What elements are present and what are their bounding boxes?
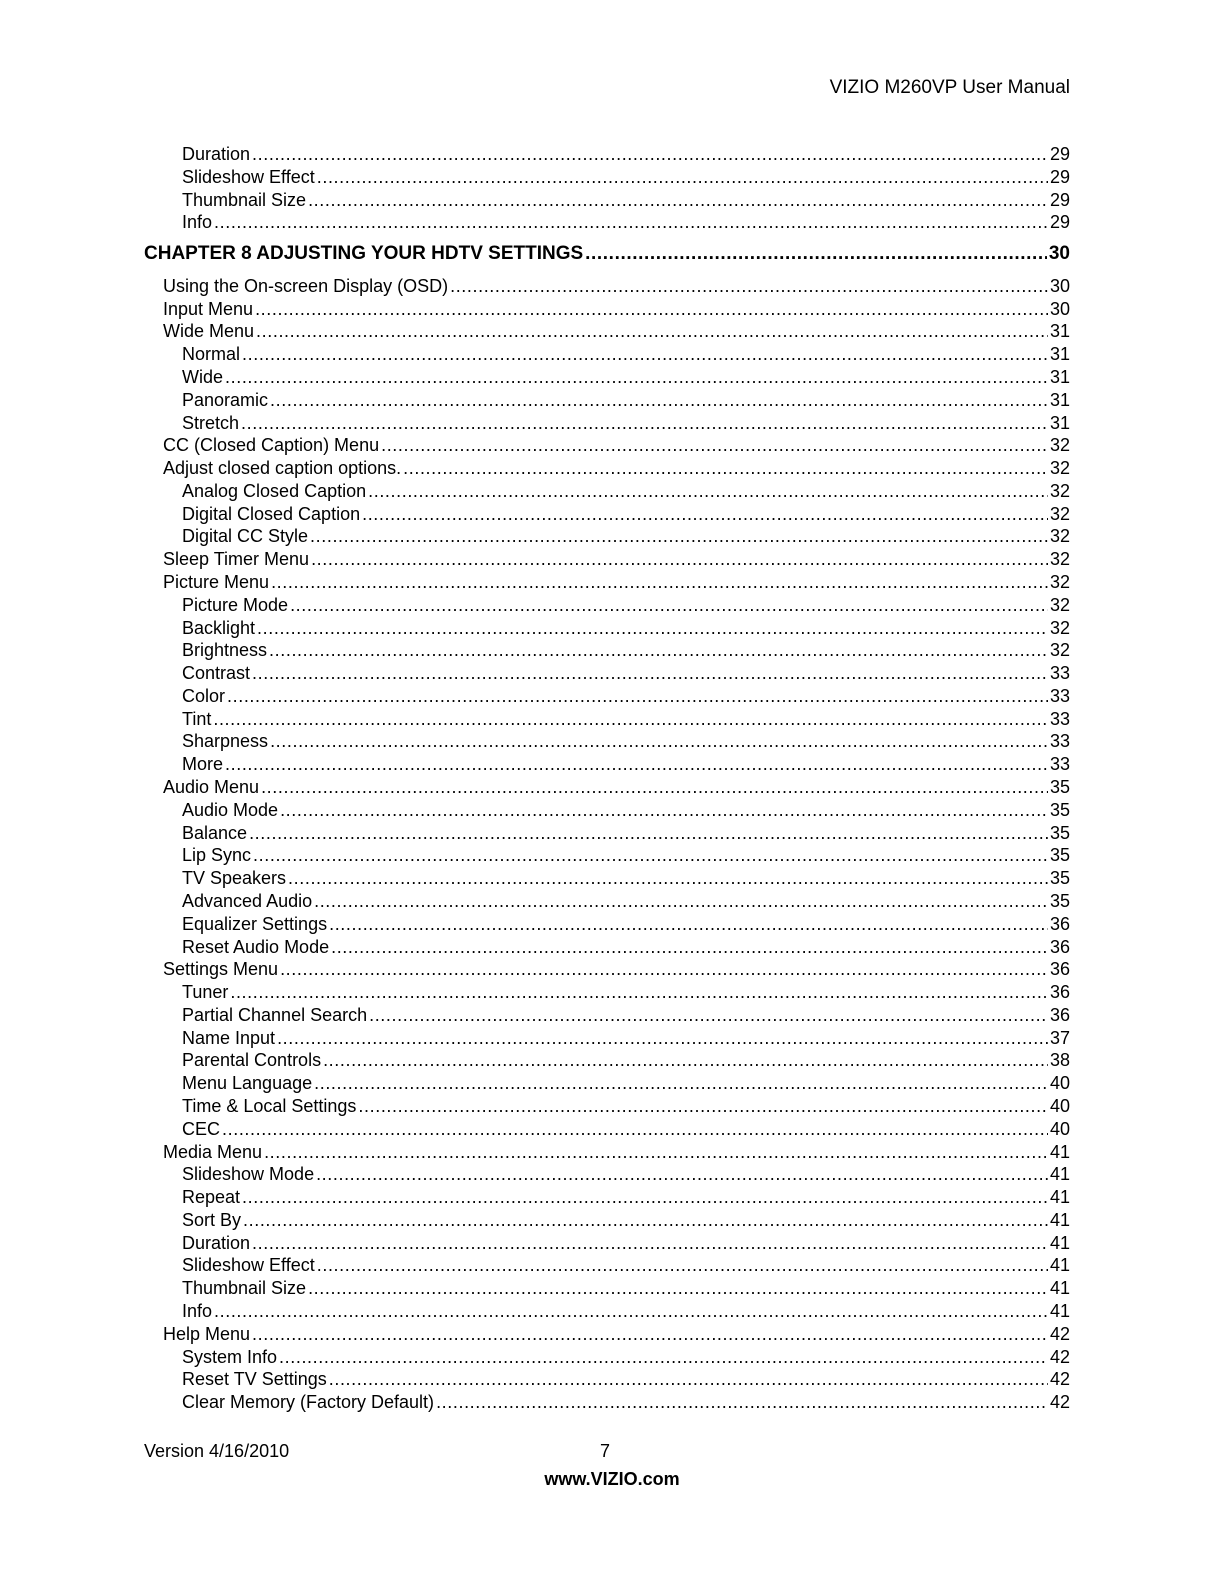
- toc-dot-leader: [243, 1210, 1048, 1231]
- toc-entry-page: 35: [1049, 800, 1070, 820]
- toc-entry-page: 35: [1049, 868, 1070, 888]
- toc-entry-label: Picture Menu: [163, 572, 270, 592]
- toc-dot-leader: [252, 144, 1048, 165]
- toc-dot-leader: [280, 800, 1048, 821]
- toc-entry: [163, 570, 1070, 593]
- toc-entry-label: Clear Memory (Factory Default): [182, 1392, 435, 1412]
- toc-entry: [182, 821, 1070, 844]
- toc-entry-label: Sleep Timer Menu: [163, 549, 310, 569]
- toc-entry-label: CEC: [182, 1119, 221, 1139]
- toc-entry-label: Thumbnail Size: [182, 1278, 307, 1298]
- toc-dot-leader: [230, 982, 1048, 1003]
- toc-entry-label: Parental Controls: [182, 1050, 322, 1070]
- toc-entry-page: 29: [1049, 144, 1070, 164]
- toc-entry-page: 31: [1049, 413, 1070, 433]
- toc-entry-label: Contrast: [182, 663, 251, 683]
- toc-entry: [182, 866, 1070, 889]
- toc-entry-label: Audio Mode: [182, 800, 279, 820]
- toc-dot-leader: [317, 167, 1048, 188]
- toc-entry-label: Panoramic: [182, 390, 269, 410]
- toc-dot-leader: [280, 959, 1048, 980]
- toc-entry: [182, 843, 1070, 866]
- toc-entry: [182, 1162, 1070, 1185]
- toc-entry-page: 40: [1049, 1073, 1070, 1093]
- footer-version: Version 4/16/2010: [144, 1441, 290, 1461]
- toc-entry-page: 33: [1049, 686, 1070, 706]
- toc-entry: [182, 524, 1070, 547]
- toc-entry-page: 36: [1049, 937, 1070, 957]
- toc-dot-leader: [308, 190, 1048, 211]
- toc-entry-page: 41: [1049, 1233, 1070, 1253]
- toc-entry: [182, 889, 1070, 912]
- toc-entry-label: Slideshow Mode: [182, 1164, 315, 1184]
- toc-entry-label: TV Speakers: [182, 868, 287, 888]
- toc-dot-leader: [314, 1073, 1048, 1094]
- toc-dot-leader: [270, 390, 1048, 411]
- toc-entry-label: Slideshow Effect: [182, 1255, 315, 1275]
- toc-entry: [182, 798, 1070, 821]
- toc-entry-label: CC (Closed Caption) Menu: [163, 435, 380, 455]
- toc-entry-label: Lip Sync: [182, 845, 252, 865]
- toc-entry-page: 32: [1049, 481, 1070, 501]
- toc-dot-leader: [242, 1187, 1048, 1208]
- toc-entry: [182, 616, 1070, 639]
- toc-dot-leader: [316, 1164, 1048, 1185]
- toc-dot-leader: [288, 868, 1048, 889]
- toc-dot-leader: [331, 937, 1048, 958]
- toc-entry-label: Input Menu: [163, 299, 254, 319]
- toc-dot-leader: [269, 640, 1048, 661]
- toc-entry-page: 38: [1049, 1050, 1070, 1070]
- toc-entry: [163, 456, 1070, 479]
- toc-dot-leader: [358, 1096, 1048, 1117]
- toc-entry-page: 36: [1049, 959, 1070, 979]
- toc-entry-page: 30: [1048, 243, 1070, 264]
- toc-dot-leader: [369, 1005, 1048, 1026]
- toc-entry: [182, 1345, 1070, 1368]
- toc-dot-leader: [252, 663, 1048, 684]
- toc-entry-label: Repeat: [182, 1187, 241, 1207]
- toc-entry-label: Digital CC Style: [182, 526, 309, 546]
- toc-entry: [182, 1253, 1070, 1276]
- toc-entry: [182, 1003, 1070, 1026]
- toc-entry: [163, 319, 1070, 342]
- toc-entry-page: 32: [1049, 572, 1070, 592]
- toc-entry-page: 40: [1049, 1096, 1070, 1116]
- toc-entry-label: Duration: [182, 144, 251, 164]
- toc-entry: [182, 1048, 1070, 1071]
- toc-entry: [182, 1276, 1070, 1299]
- toc-entry-label: Sort By: [182, 1210, 242, 1230]
- toc-entry: [182, 1208, 1070, 1231]
- toc-entry: [182, 342, 1070, 365]
- toc-entry: [182, 638, 1070, 661]
- toc-dot-leader: [214, 1301, 1048, 1322]
- toc-entry-page: 33: [1049, 731, 1070, 751]
- toc-dot-leader: [308, 1278, 1048, 1299]
- toc-entry-page: 42: [1049, 1324, 1070, 1344]
- toc-entry-page: 41: [1049, 1142, 1070, 1162]
- toc-entry-label: Thumbnail Size: [182, 190, 307, 210]
- toc-entry-label: Picture Mode: [182, 595, 289, 615]
- toc-entry-label: System Info: [182, 1347, 278, 1367]
- toc-entry: [182, 210, 1070, 233]
- toc-dot-leader: [450, 276, 1048, 297]
- toc-entry-page: 41: [1049, 1255, 1070, 1275]
- toc-entry-label: Tint: [182, 709, 212, 729]
- toc-dot-leader: [214, 212, 1048, 233]
- toc-entry: [163, 957, 1070, 980]
- toc-dot-leader: [381, 435, 1048, 456]
- toc-dot-leader: [270, 731, 1048, 752]
- toc-dot-leader: [252, 1324, 1048, 1345]
- toc-entry-label: Media Menu: [163, 1142, 263, 1162]
- toc-dot-leader: [585, 243, 1047, 264]
- toc-entry-page: 31: [1049, 344, 1070, 364]
- toc-dot-leader: [252, 1233, 1048, 1254]
- toc-dot-leader: [271, 572, 1048, 593]
- toc-dot-leader: [436, 1392, 1048, 1413]
- toc-entry-label: Reset Audio Mode: [182, 937, 330, 957]
- toc-entry-page: 32: [1049, 526, 1070, 546]
- toc-entry: [182, 1117, 1070, 1140]
- toc-entry-page: 35: [1049, 845, 1070, 865]
- toc-entry-page: 36: [1049, 1005, 1070, 1025]
- toc-entry: [163, 547, 1070, 570]
- toc-entry-page: 41: [1049, 1187, 1070, 1207]
- toc-entry-page: 32: [1049, 458, 1070, 478]
- toc-entry-label: Info: [182, 212, 213, 232]
- toc-entry-page: 32: [1049, 504, 1070, 524]
- toc-dot-leader: [290, 595, 1048, 616]
- toc-entry-page: 36: [1049, 982, 1070, 1002]
- toc-entry: [182, 411, 1070, 434]
- toc-entry-page: 31: [1049, 367, 1070, 387]
- toc-entry: [182, 1071, 1070, 1094]
- toc-entry-page: 32: [1049, 618, 1070, 638]
- toc-entry-page: 31: [1049, 390, 1070, 410]
- toc-entry-label: More: [182, 754, 224, 774]
- toc-entry-label: Wide: [182, 367, 224, 387]
- toc-entry-page: 41: [1049, 1210, 1070, 1230]
- toc-entry-page: 32: [1049, 595, 1070, 615]
- toc-entry-page: 35: [1049, 891, 1070, 911]
- toc-entry-page: 42: [1049, 1347, 1070, 1367]
- toc-entry: [182, 1367, 1070, 1390]
- toc-dot-leader: [311, 549, 1048, 570]
- toc-entry: [163, 1322, 1070, 1345]
- toc-entry: [182, 479, 1070, 502]
- toc-dot-leader: [317, 1255, 1048, 1276]
- toc-entry-page: 41: [1049, 1164, 1070, 1184]
- toc-entry: [182, 935, 1070, 958]
- toc-entry-label: Stretch: [182, 413, 240, 433]
- toc-entry: [182, 1185, 1070, 1208]
- toc-entry-label: Analog Closed Caption: [182, 481, 367, 501]
- toc-dot-leader: [222, 1119, 1048, 1140]
- toc-dot-leader: [227, 686, 1048, 707]
- toc-chapter-entry: [144, 241, 1070, 264]
- toc-entry: [163, 1140, 1070, 1163]
- toc-entry: [182, 912, 1070, 935]
- toc-dot-leader: [255, 299, 1048, 320]
- toc-entry: [163, 274, 1070, 297]
- toc-entry-page: 42: [1049, 1392, 1070, 1412]
- toc-entry: [182, 707, 1070, 730]
- toc-entry-label: Equalizer Settings: [182, 914, 328, 934]
- toc-entry-label: Sharpness: [182, 731, 269, 751]
- toc-entry-page: 30: [1049, 276, 1070, 296]
- toc-entry-page: 33: [1049, 663, 1070, 683]
- toc-dot-leader: [225, 367, 1048, 388]
- toc-entry-label: Backlight: [182, 618, 256, 638]
- toc-entry-page: 41: [1049, 1301, 1070, 1321]
- toc-entry-label: CHAPTER 8 ADJUSTING YOUR HDTV SETTINGS: [144, 243, 584, 264]
- toc-entry-label: Adjust closed caption options.: [163, 458, 402, 478]
- toc-entry-label: Slideshow Effect: [182, 167, 315, 187]
- toc-entry: [182, 684, 1070, 707]
- toc-dot-leader: [213, 709, 1048, 730]
- toc-entry-page: 41: [1049, 1278, 1070, 1298]
- footer-url: www.VIZIO.com: [544, 1469, 680, 1489]
- toc-dot-leader: [253, 845, 1048, 866]
- toc-entry: [163, 775, 1070, 798]
- toc-entry: [163, 297, 1070, 320]
- toc-entry-label: Color: [182, 686, 226, 706]
- toc-entry: [182, 188, 1070, 211]
- toc-entry: [182, 1026, 1070, 1049]
- toc-entry-label: Digital Closed Caption: [182, 504, 361, 524]
- toc-entry: [182, 365, 1070, 388]
- toc-dot-leader: [314, 891, 1048, 912]
- toc-dot-leader: [323, 1050, 1048, 1071]
- toc-entry-label: Using the On-screen Display (OSD): [163, 276, 449, 296]
- toc-entry-label: Brightness: [182, 640, 268, 660]
- toc-entry: [182, 729, 1070, 752]
- toc-dot-leader: [249, 823, 1048, 844]
- toc-entry: [182, 388, 1070, 411]
- toc-entry-page: 29: [1049, 212, 1070, 232]
- toc-entry-label: Balance: [182, 823, 248, 843]
- toc-entry: [182, 752, 1070, 775]
- toc-entry-label: Normal: [182, 344, 241, 364]
- toc-entry-page: 40: [1049, 1119, 1070, 1139]
- toc-entry-label: Tuner: [182, 982, 229, 1002]
- page-header-title: VIZIO M260VP User Manual: [829, 77, 1070, 98]
- toc-entry-label: Info: [182, 1301, 213, 1321]
- toc-entry-page: 30: [1049, 299, 1070, 319]
- toc-entry-page: 33: [1049, 754, 1070, 774]
- toc-entry-label: Partial Channel Search: [182, 1005, 368, 1025]
- toc-dot-leader: [256, 321, 1048, 342]
- toc-dot-leader: [279, 1347, 1048, 1368]
- toc-entry-label: Advanced Audio: [182, 891, 313, 911]
- toc-dot-leader: [277, 1028, 1048, 1049]
- toc-entry-label: Help Menu: [163, 1324, 251, 1344]
- toc-entry: [182, 1094, 1070, 1117]
- toc-entry-label: Time & Local Settings: [182, 1096, 357, 1116]
- toc-entry: [182, 1299, 1070, 1322]
- toc-entry-page: 32: [1049, 435, 1070, 455]
- toc-entry-page: 29: [1049, 190, 1070, 210]
- toc-entry-page: 32: [1049, 549, 1070, 569]
- toc-entry-label: Settings Menu: [163, 959, 279, 979]
- toc-dot-leader: [257, 618, 1048, 639]
- toc-entry: [182, 502, 1070, 525]
- toc-dot-leader: [261, 777, 1048, 798]
- toc-entry-page: 36: [1049, 914, 1070, 934]
- toc-entry: [182, 980, 1070, 1003]
- toc-entry-page: 29: [1049, 167, 1070, 187]
- toc-dot-leader: [329, 1369, 1048, 1390]
- toc-entry: [182, 142, 1070, 165]
- toc-entry-page: 37: [1049, 1028, 1070, 1048]
- toc-entry-page: 32: [1049, 640, 1070, 660]
- toc-entry-label: Audio Menu: [163, 777, 260, 797]
- toc-entry-label: Wide Menu: [163, 321, 255, 341]
- toc-dot-leader: [310, 526, 1048, 547]
- toc-dot-leader: [242, 344, 1048, 365]
- toc-dot-leader: [362, 504, 1048, 525]
- footer-page-number: 7: [600, 1441, 611, 1461]
- toc-entry-page: 33: [1049, 709, 1070, 729]
- toc-entry-label: Name Input: [182, 1028, 276, 1048]
- toc-entry: [182, 1390, 1070, 1413]
- toc-entry: [182, 593, 1070, 616]
- toc-dot-leader: [225, 754, 1048, 775]
- toc-entry-page: 31: [1049, 321, 1070, 341]
- toc-entry-page: 42: [1049, 1369, 1070, 1389]
- toc-entry-page: 35: [1049, 823, 1070, 843]
- toc-entry-label: Duration: [182, 1233, 251, 1253]
- toc-entry-label: Menu Language: [182, 1073, 313, 1093]
- toc-entry: [182, 661, 1070, 684]
- toc-dot-leader: [403, 458, 1048, 479]
- toc-dot-leader: [329, 914, 1048, 935]
- toc-entry: [163, 433, 1070, 456]
- toc-dot-leader: [264, 1142, 1048, 1163]
- toc-entry-label: Reset TV Settings: [182, 1369, 327, 1389]
- toc-dot-leader: [368, 481, 1048, 502]
- toc-entry: [182, 1231, 1070, 1254]
- toc-dot-leader: [241, 413, 1048, 434]
- toc-entry-page: 35: [1049, 777, 1070, 797]
- toc-entry: [182, 165, 1070, 188]
